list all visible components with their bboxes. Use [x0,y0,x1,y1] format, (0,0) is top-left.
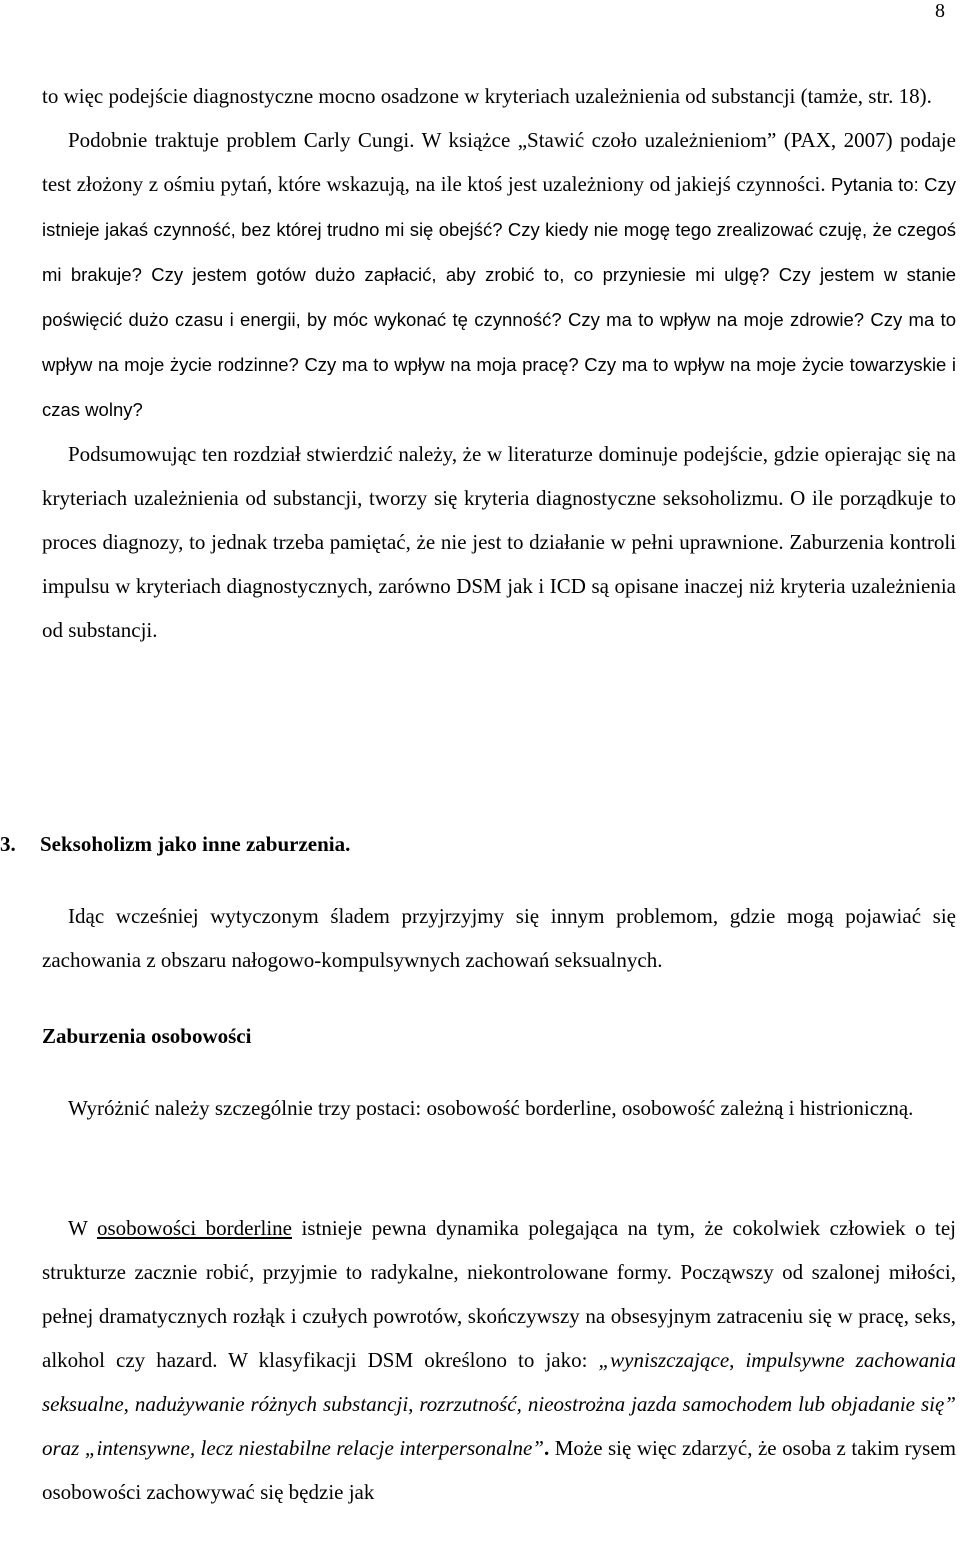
paragraph-6-text: istnieje pewna dynamika polegająca na tym, że cokolwiek człowiek o tej strukturze zacznie robić, przyjmie to radykalne, niekontrolowane formy. Począwszy od szalonej miłości, pełnej dramatycznych rozłąk i czułych powrotów, skończywszy na obsesyjnym zatraceniu się w pracę, seks, alkohol czy hazard. W klasyfikacji DSM określono to jako: [42,1216,957,1372]
dsm-quote-1: „wyniszczające, impulsywne zachowania seksualne, nadużywanie różnych substancji, rozrzutność, nieostrożna jazda samochodem lub obj [42,1348,956,1416]
borderline-term: osobowości borderline [96,1216,292,1240]
paragraph-3: Podsumowując ten rozdział stwierdzić należy, że w literaturze dominuje podejście, gdzie opierając się na kryteriach uzależnienia od substancji, tworzy się kryteria diagnostyczne seksoholizmu. O ile porządkuje to proces diagnozy, to jednak trzeba pamiętać, że nie jest to działanie w pełni uprawnione. Zaburzenia kontroli impulsu w kryteriach diagnostycznych, zarówno DSM jak i ICD są opisane inaczej niż kryteria uzależnienia od substancji. [42,442,956,642]
paragraph-2-questions: Pytania to: Czy istnieje jakaś czynność, bez której trudno mi się obejść? Czy kiedy nie mogę tego zrealizować czuję, że czegoś mi brakuje? Czy jestem gotów dużo zapłacić, aby zrobić to, co przyniesie mi ulgę? Czy jestem w stanie poświęcić dużo czasu i energii, by móc wykonać tę czynność? Czy ma to wpływ na moje zdrowie? Czy ma to wpływ na moje życie rodzinne? Czy ma to wpływ na moja pracę? Czy ma to wpływ na moje życie towarzyskie i czas wolny? [42,174,956,420]
page-number: 8 [935,0,945,22]
paragraph-1: to więc podejście diagnostyczne mocno osadzone w kryteriach uzależnienia od substancji (tamże, str. 18). [42,84,932,108]
quote-end-dot: . [543,1436,550,1460]
paragraph-5: Wyróżnić należy szczególnie trzy postaci: osobowość borderline, osobowość zależną i histrioniczną. [68,1096,914,1120]
paragraph-6 [42,1206,956,1514]
section-heading [0,826,351,862]
paragraph-2 [42,118,956,432]
dsm-quote-2: adanie się” oraz „intensywne, lecz niestabilne relacje interpersonalne” [42,1392,956,1460]
paragraph-6-start: W [68,1216,97,1240]
paragraph-4: Idąc wcześniej wytyczonym śladem przyjrzyjmy się innym problemom, gdzie mogą pojawiać się zachowania z obszaru nałogowo-kompulsywnych zachowań seksualnych. [42,904,956,972]
section-number: 3. [0,832,16,856]
paragraph-6-end: Może się więc zdarzyć, że osoba z takim rysem osobowości zachowywać się będzie jak [42,1436,956,1504]
body-text [42,74,956,652]
section-title: Seksoholizm jako inne zaburzenia. [40,832,351,856]
paragraph-2-serif: Podobnie traktuje problem Carly Cungi. W książce „Stawić czoło uzależnieniom” (PAX, 2007) podaje test złożony z ośmiu pytań, które wskazują, na ile ktoś jest uzależniony od jakiejś czynności. [42,128,956,196]
subheading: Zaburzenia osobowości [42,1024,252,1048]
